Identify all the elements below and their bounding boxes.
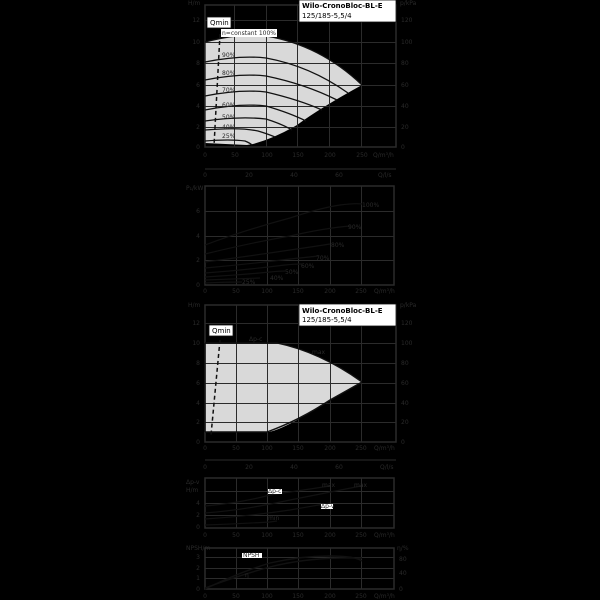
svg-text:70%: 70%: [316, 255, 330, 262]
svg-text:100: 100: [401, 340, 413, 347]
svg-text:200: 200: [324, 593, 336, 600]
svg-text:min: min: [268, 515, 280, 522]
svg-text:10: 10: [192, 39, 200, 46]
svg-text:η/%: η/%: [397, 545, 409, 552]
dp-c-label: Δp-c: [249, 336, 263, 343]
svg-text:0: 0: [203, 464, 207, 471]
svg-text:50%: 50%: [222, 114, 236, 121]
svg-text:250: 250: [355, 445, 367, 452]
svg-text:60: 60: [401, 380, 409, 387]
svg-text:P₁/kW: P₁/kW: [186, 185, 204, 192]
svg-text:2: 2: [196, 257, 200, 264]
svg-text:50: 50: [232, 288, 240, 295]
svg-text:0: 0: [196, 439, 200, 446]
max-label: max: [312, 349, 326, 356]
svg-text:250: 250: [355, 532, 367, 539]
svg-text:40: 40: [401, 400, 409, 407]
svg-text:0: 0: [196, 282, 200, 289]
svg-text:60%: 60%: [301, 263, 315, 270]
svg-text:Q/l/s: Q/l/s: [380, 464, 394, 471]
svg-text:p/kPa: p/kPa: [400, 0, 417, 7]
svg-text:80: 80: [401, 60, 409, 67]
svg-text:Q/l/s: Q/l/s: [378, 172, 392, 179]
svg-text:250: 250: [355, 593, 367, 600]
svg-text:20: 20: [245, 464, 253, 471]
svg-text:2: 2: [196, 124, 200, 131]
svg-text:Δp-v: Δp-v: [321, 503, 335, 510]
svg-text:50: 50: [232, 445, 240, 452]
svg-text:Q/m³/h: Q/m³/h: [374, 532, 395, 539]
svg-text:0: 0: [196, 524, 200, 531]
svg-text:NPSH/m: NPSH/m: [186, 545, 211, 552]
svg-text:max: max: [322, 482, 336, 489]
svg-text:80: 80: [399, 556, 407, 563]
svg-text:2: 2: [196, 565, 200, 572]
svg-text:40: 40: [290, 172, 298, 179]
n-constant-label: n=constant 100%: [222, 30, 276, 37]
svg-text:p/kPa: p/kPa: [400, 302, 417, 309]
svg-text:25%: 25%: [242, 279, 256, 286]
svg-text:150: 150: [292, 532, 304, 539]
svg-text:50: 50: [232, 532, 240, 539]
svg-text:80%: 80%: [222, 70, 236, 77]
svg-text:20: 20: [245, 172, 253, 179]
chart-dp-control: [186, 478, 395, 539]
svg-text:25%: 25%: [222, 133, 236, 140]
svg-text:0: 0: [203, 152, 207, 159]
svg-text:0: 0: [196, 144, 200, 151]
svg-text:0: 0: [196, 586, 200, 593]
svg-text:0: 0: [401, 439, 405, 446]
svg-text:10: 10: [192, 340, 200, 347]
svg-text:100: 100: [401, 39, 413, 46]
svg-text:90%: 90%: [222, 52, 236, 59]
svg-text:2: 2: [196, 419, 200, 426]
svg-text:0: 0: [203, 593, 207, 600]
svg-text:H/m: H/m: [188, 302, 201, 309]
svg-text:6: 6: [196, 380, 200, 387]
svg-text:8: 8: [196, 360, 200, 367]
svg-text:4: 4: [196, 233, 200, 240]
svg-text:H/m: H/m: [186, 487, 199, 494]
svg-text:H/m: H/m: [188, 0, 201, 7]
svg-text:8: 8: [196, 60, 200, 67]
svg-text:60%: 60%: [222, 102, 236, 109]
svg-text:1: 1: [196, 575, 200, 582]
power-labels: [242, 202, 379, 286]
svg-text:40%: 40%: [270, 275, 284, 282]
svg-text:40: 40: [401, 103, 409, 110]
svg-text:100: 100: [261, 288, 273, 295]
svg-text:150: 150: [292, 445, 304, 452]
svg-text:NPSH: NPSH: [243, 552, 260, 559]
svg-text:0: 0: [203, 445, 207, 452]
svg-text:Q/m³/h: Q/m³/h: [374, 593, 395, 600]
svg-text:100: 100: [261, 593, 273, 600]
svg-text:50%: 50%: [285, 269, 299, 276]
svg-text:200: 200: [324, 288, 336, 295]
svg-text:0: 0: [203, 172, 207, 179]
svg-text:80%: 80%: [331, 242, 345, 249]
title-line2: 125/185-5,5/4: [302, 12, 352, 20]
chart-head-speed: [188, 0, 417, 159]
chart-head-field: [188, 302, 417, 471]
svg-text:100%: 100%: [362, 202, 380, 209]
svg-text:50: 50: [232, 593, 240, 600]
qmin-label: Qmin: [210, 19, 229, 27]
svg-text:70%: 70%: [222, 87, 236, 94]
svg-text:max: max: [354, 482, 368, 489]
svg-text:60: 60: [335, 464, 343, 471]
title-line2: 125/185-5,5/4: [302, 316, 352, 324]
svg-text:200: 200: [324, 445, 336, 452]
svg-text:100: 100: [261, 532, 273, 539]
chart-power: [186, 169, 396, 295]
svg-text:2: 2: [196, 512, 200, 519]
svg-text:90%: 90%: [348, 224, 362, 231]
svg-text:150: 150: [292, 593, 304, 600]
svg-text:Δp-c: Δp-c: [268, 488, 282, 495]
svg-text:60: 60: [401, 82, 409, 89]
control-field: [205, 343, 362, 432]
svg-text:40: 40: [399, 570, 407, 577]
svg-text:η: η: [245, 572, 249, 579]
svg-text:100: 100: [261, 445, 273, 452]
title-line1: Wilo-CronoBloc-BL-E: [302, 2, 383, 10]
svg-text:120: 120: [401, 320, 413, 327]
svg-text:4: 4: [196, 103, 200, 110]
svg-text:150: 150: [292, 152, 304, 159]
svg-text:250: 250: [356, 152, 368, 159]
svg-text:12: 12: [192, 320, 200, 327]
svg-text:4: 4: [196, 500, 200, 507]
svg-text:200: 200: [324, 532, 336, 539]
svg-text:Q/m³/h: Q/m³/h: [374, 445, 395, 452]
svg-text:20: 20: [401, 124, 409, 131]
svg-text:6: 6: [196, 82, 200, 89]
svg-text:250: 250: [355, 288, 367, 295]
svg-text:40%: 40%: [222, 124, 236, 131]
title-line1: Wilo-CronoBloc-BL-E: [302, 307, 383, 315]
svg-text:Q/m³/h: Q/m³/h: [374, 288, 395, 295]
svg-text:0: 0: [399, 586, 403, 593]
svg-text:20: 20: [401, 419, 409, 426]
svg-text:120: 120: [401, 17, 413, 24]
svg-text:40: 40: [290, 464, 298, 471]
svg-text:6: 6: [196, 208, 200, 215]
svg-text:150: 150: [292, 288, 304, 295]
svg-text:Q/m³/h: Q/m³/h: [373, 152, 394, 159]
svg-text:12: 12: [192, 17, 200, 24]
chart-npsh-eta: [186, 545, 409, 600]
svg-text:200: 200: [324, 152, 336, 159]
svg-text:0: 0: [203, 288, 207, 295]
svg-text:60: 60: [335, 172, 343, 179]
svg-text:80: 80: [401, 360, 409, 367]
svg-text:Δp-v: Δp-v: [186, 479, 200, 486]
svg-text:0: 0: [401, 144, 405, 151]
svg-text:50: 50: [231, 152, 239, 159]
svg-text:4: 4: [196, 400, 200, 407]
svg-text:0: 0: [203, 532, 207, 539]
svg-text:100: 100: [261, 152, 273, 159]
qmin-label: Qmin: [212, 327, 231, 335]
svg-text:3: 3: [196, 554, 200, 561]
